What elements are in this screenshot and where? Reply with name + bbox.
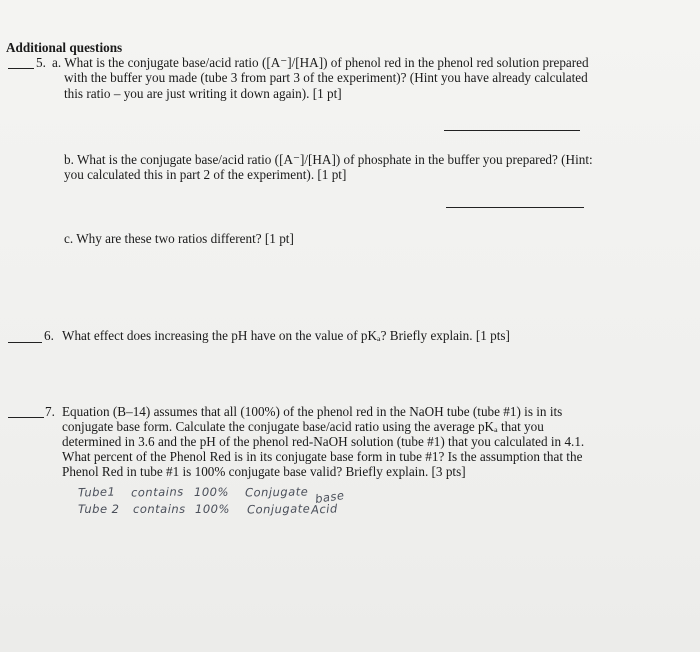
q5b-line-1: b. What is the conjugate base/acid ratio ([A⁻]/[HA]) of phosphate in the buffer you prepared? (Hint: [64,152,593,167]
section-heading: Additional questions [6,40,123,55]
q7-answer-blank[interactable] [8,417,44,418]
hand-word: Conjugate [244,484,309,500]
q7-number: 7. [45,404,55,419]
q5-number: 5. [36,55,46,70]
q6-text: What effect does increasing the pH have on the value of pKₐ? Briefly explain. [1 pts] [62,328,510,343]
hand-word: Tube1 [77,484,116,500]
hand-word: 100% [195,502,230,516]
q7-line-2: conjugate base form. Calculate the conjugate base/acid ratio using the average pKₐ that you [62,419,544,434]
q5a-line-3: this ratio – you are just writing it down again). [1 pt] [64,86,342,101]
q5b-line-2: you calculated this in part 2 of the experiment). [1 pt] [64,167,347,182]
hand-word: base [314,488,346,506]
q5a-line-1: a. What is the conjugate base/acid ratio ([A⁻]/[HA]) of phenol red in the phenol red solution prepared [52,55,589,70]
q5b-answer-blank[interactable] [446,207,584,208]
q5-answer-blank[interactable] [8,68,34,69]
q6-answer-blank[interactable] [8,342,42,343]
hand-word: 100% [194,485,229,499]
hand-word: contains [130,484,184,500]
q7-line-5: Phenol Red in tube #1 is 100% conjugate base valid? Briefly explain. [3 pts] [62,464,466,479]
q7-line-3: determined in 3.6 and the pH of the phenol red-NaOH solution (tube #1) that you calculated in 4.1. [62,434,585,449]
q5c-line-1: c. Why are these two ratios different? [1 pt] [64,231,294,246]
hand-word: Conjugate [246,501,311,517]
q5a-answer-blank[interactable] [444,130,580,131]
hand-word: contains [133,502,186,516]
q6-number: 6. [44,328,54,343]
q7-line-4: What percent of the Phenol Red is in its conjugate base form in tube #1? Is the assumption that the [62,449,583,464]
q7-line-1: Equation (B–14) assumes that all (100%) of the phenol red in the NaOH tube (tube #1) is in its [62,404,563,419]
hand-word: Tube 2 [78,502,120,516]
hand-word: Acid [310,501,339,517]
q5a-line-2: with the buffer you made (tube 3 from part 3 of the experiment)? (Hint you have already calculated [64,70,588,85]
